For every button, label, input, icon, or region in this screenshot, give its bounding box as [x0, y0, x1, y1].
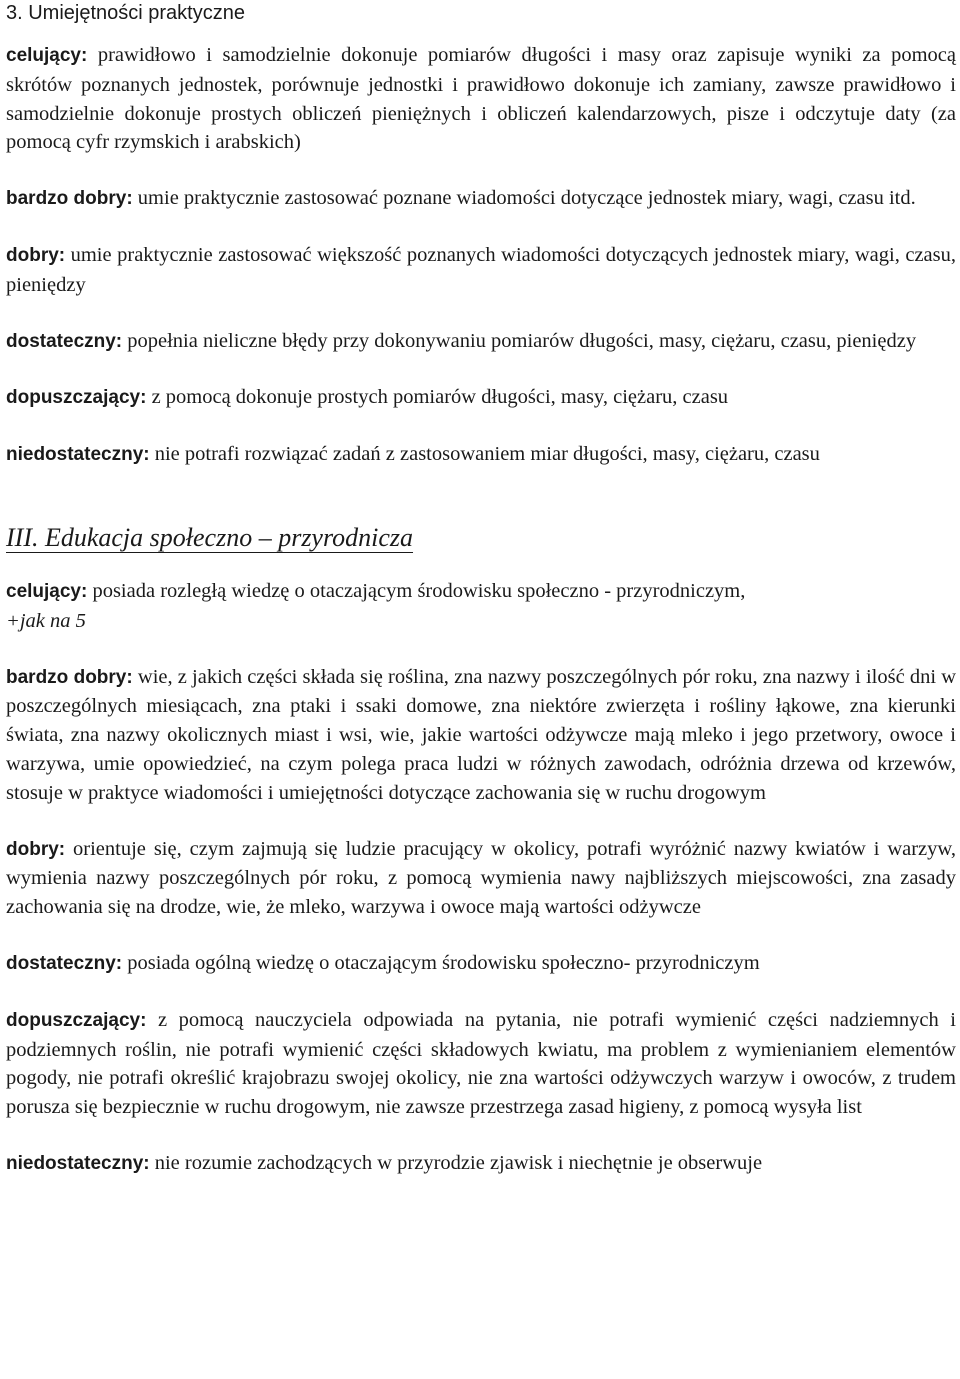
grade-description: posiada ogólną wiedzę o otaczającym środowisku społeczno- przyrodniczym — [122, 951, 760, 974]
paragraph-dobry-iii — [6, 835, 956, 922]
grade-description: umie praktycznie zastosować większość poznanych wiadomości dotyczących jednostek miary, wagi, czasu, pieniędzy — [6, 243, 956, 296]
grade-label: niedostateczny: — [6, 444, 150, 466]
paragraph-bardzo-dobry — [6, 184, 956, 214]
section-title: III. Edukacja społeczno – przyrodnicza — [6, 522, 414, 552]
paragraph-bardzo-dobry-iii — [6, 663, 956, 808]
grade-description: z pomocą nauczyciela odpowiada na pytania, nie potrafi wymienić części nadziemnych i podziemnych roślin, nie potrafi wymienić części składowych kwiatu, ma problem z wymienianiem elementów pogody, nie potrafi określić krajobrazu swojej okolicy, nie zna wartości odżywczych warzyw i owoców, z trudem porusza się bezpiecznie w ruchu drogowym, nie zawsze przestrzega zasad higieny, z pomocą wysyła list — [6, 1008, 956, 1119]
paragraph-niedostateczny-iii — [6, 1149, 956, 1179]
grade-label: dobry: — [6, 838, 66, 860]
grade-label: celujący: — [6, 580, 88, 602]
grade-description: nie rozumie zachodzących w przyrodzie zjawisk i niechętnie je obserwuje — [149, 1151, 763, 1174]
grade-label: dopuszczający: — [6, 387, 147, 409]
paragraph-celujacy — [6, 41, 956, 157]
grade-label: bardzo dobry: — [6, 666, 133, 688]
grade-label: dopuszczający: — [6, 1009, 147, 1031]
grade-label: celujący: — [6, 45, 88, 66]
paragraph-dobry — [6, 241, 956, 300]
paragraph-niedostateczny — [6, 440, 956, 470]
section-heading: 3. Umiejętności praktyczne — [6, 2, 245, 24]
grade-description: prawidłowo i samodzielnie dokonuje pomiarów długości i masy oraz zapisuje wyniki za pomocą skrótów poznanych jednostek, porównuje jednostki i prawidłowo dokonuje ich zamiany, zawsze prawidłowo i samodzielnie dokonuje prostych obliczeń pieniężnych i obliczeń kalendarzowych, pisze i odczytuje daty (za pomocą cyfr rzymskich i arabskich) — [6, 44, 956, 154]
paragraph-dopuszczajacy-iii — [6, 1006, 956, 1122]
grade-description: umie praktycznie zastosować poznane wiadomości dotyczące jednostek miary, wagi, czasu itd. — [132, 187, 916, 210]
document-page — [6, 0, 956, 1206]
grade-description: orientuje się, czym zajmują się ludzie pracujący w okolicy, potrafi wyróżnić nazwy kwiatów i warzyw, wymienia nazwy poszczególnych pór roku, z pomocą wymienia nawy najbliższych miejscowości, zna zasady zachowania się na drodze, wie, że mleko, warzywa i owoce mają wartości odżywcze — [6, 837, 956, 919]
grade-label: niedostateczny: — [6, 1152, 150, 1174]
paragraph-celujacy-iii — [6, 577, 956, 636]
grade-label: dostateczny: — [6, 952, 123, 974]
grade-label: dobry: — [6, 244, 66, 266]
grade-description: nie potrafi rozwiązać zadań z zastosowaniem miar długości, masy, ciężaru, czasu — [149, 443, 820, 466]
grade-description: posiada rozległą wiedzę o otaczającym środowisku społeczno - przyrodniczym, — [87, 579, 746, 602]
grade-label: dostateczny: — [6, 330, 123, 352]
paragraph-dostateczny — [6, 327, 956, 357]
grade-label: bardzo dobry: — [6, 188, 133, 210]
grade-note: +jak na 5 — [6, 609, 86, 632]
grade-description: popełnia nieliczne błędy przy dokonywaniu pomiarów długości, masy, ciężaru, czasu, pieniędzy — [122, 329, 917, 352]
paragraph-dopuszczajacy — [6, 383, 956, 413]
grade-description: wie, z jakich części składa się roślina, zna nazwy poszczególnych pór roku, zna nazwy i ilość dni w poszczególnych miesiącach, zna ptaki i ssaki domowe, zna niektóre zwierzęta i rośliny łąkowe, zna kierunki świata, zna nazwy okolicznych miast i wsi, wie, jakie wartości odżywcze mają mleko i jego przetwory, owoce i warzywa, umie opowiedzieć, na czym polega praca ludzi w różnych zawodach, odróżnia drzewa od krzewów, stosuje w praktyce wiadomości i umiejętności dotyczące zachowania się w ruchu drogowym — [6, 665, 956, 804]
grade-description: z pomocą dokonuje prostych pomiarów długości, masy, ciężaru, czasu — [146, 386, 729, 409]
paragraph-dostateczny-iii — [6, 949, 956, 979]
